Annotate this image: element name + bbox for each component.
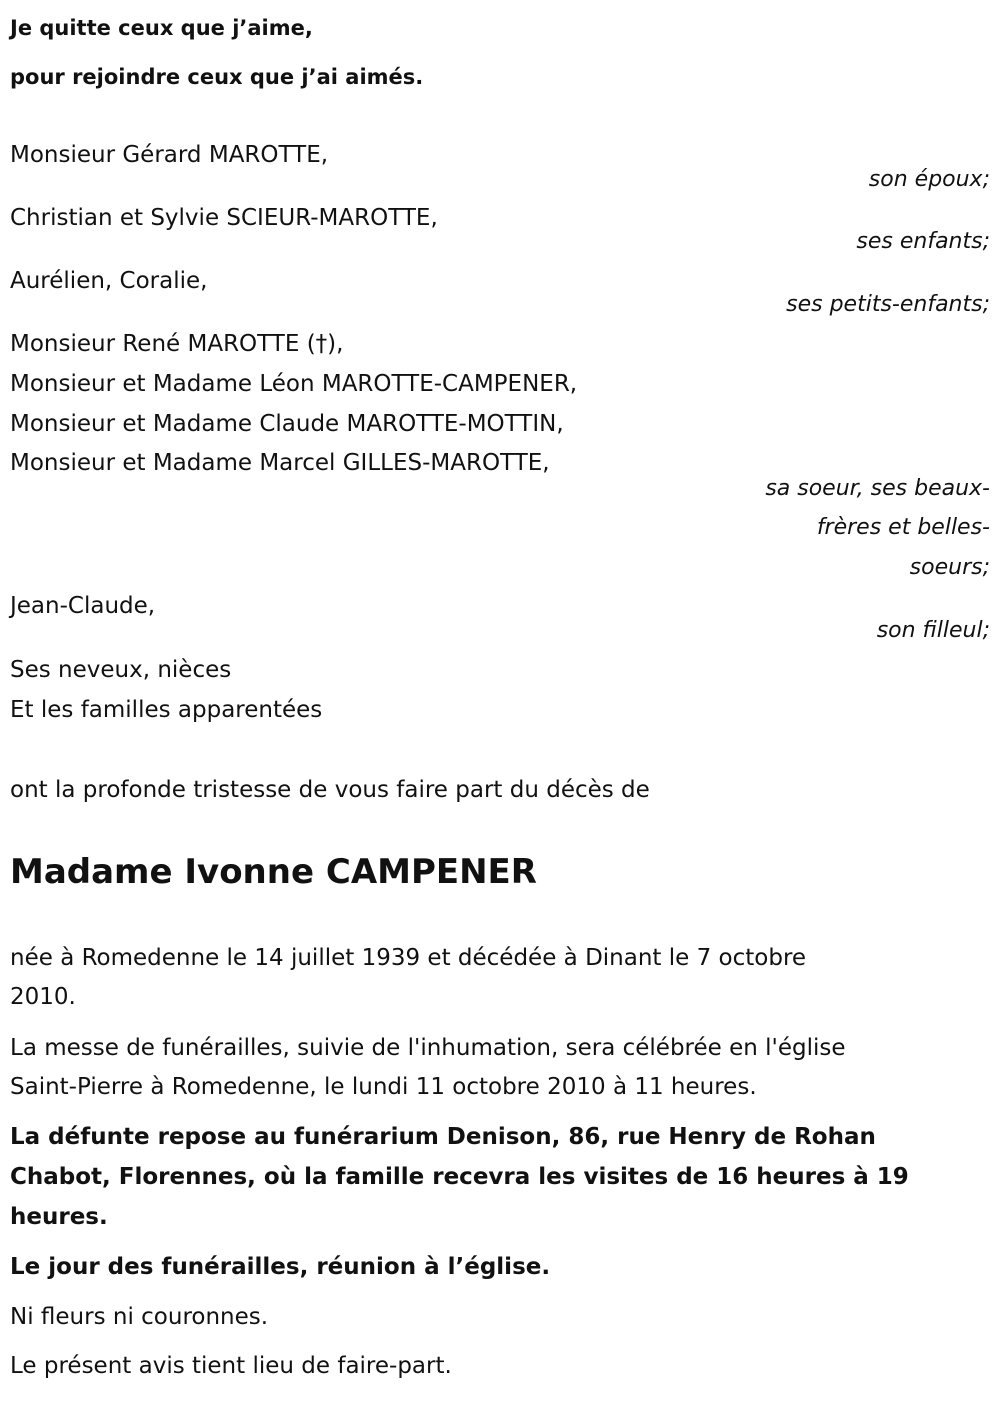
- visitation-info: La défunte repose au funérarium Denison, 86, rue Henry de Rohan: [10, 1124, 876, 1150]
- notice-info: Le présent avis tient lieu de faire-part.: [10, 1353, 452, 1379]
- announcement: ont la profonde tristesse de vous faire part du décès de: [10, 777, 650, 803]
- family-relation: ses petits-enfants;: [786, 292, 990, 317]
- birth-death: 2010.: [10, 984, 76, 1010]
- family-relation: ses enfants;: [856, 229, 990, 254]
- meeting-info: Le jour des funérailles, réunion à l’église.: [10, 1254, 551, 1280]
- family-name: Monsieur et Madame Claude MAROTTE-MOTTIN,: [10, 411, 564, 437]
- visitation-info: heures.: [10, 1204, 108, 1230]
- family-name: Monsieur Gérard MAROTTE,: [10, 142, 329, 168]
- deceased-name: Madame Ivonne CAMPENER: [10, 852, 537, 892]
- family-name: Jean-Claude,: [10, 593, 156, 619]
- family-relation: son époux;: [868, 167, 990, 192]
- quote-line: pour rejoindre ceux que j’ai aimés.: [10, 65, 424, 89]
- family-relation: son filleul;: [876, 618, 990, 643]
- birth-death: née à Romedenne le 14 juillet 1939 et décédée à Dinant le 7 octobre: [10, 945, 807, 971]
- family-relation: frères et belles-: [816, 515, 990, 540]
- family-name: Monsieur et Madame Léon MAROTTE-CAMPENER,: [10, 371, 578, 397]
- visitation-info: Chabot, Florennes, où la famille recevra les visites de 16 heures à 19: [10, 1164, 909, 1190]
- family-relation: soeurs;: [909, 555, 990, 580]
- funeral-info: Saint-Pierre à Romedenne, le lundi 11 octobre 2010 à 11 heures.: [10, 1074, 757, 1100]
- family-name: Monsieur René MAROTTE (†),: [10, 331, 344, 357]
- family-name: Et les familles apparentées: [10, 697, 323, 723]
- funeral-info: La messe de funérailles, suivie de l'inhumation, sera célébrée en l'église: [10, 1035, 846, 1061]
- family-name: Ses neveux, nièces: [10, 657, 232, 683]
- family-relation: sa soeur, ses beaux-: [765, 476, 990, 501]
- family-name: Christian et Sylvie SCIEUR-MAROTTE,: [10, 205, 438, 231]
- quote-line: Je quitte ceux que j’aime,: [10, 16, 313, 40]
- family-name: Aurélien, Coralie,: [10, 268, 208, 294]
- flowers-info: Ni fleurs ni couronnes.: [10, 1304, 269, 1330]
- family-name: Monsieur et Madame Marcel GILLES-MAROTTE,: [10, 450, 550, 476]
